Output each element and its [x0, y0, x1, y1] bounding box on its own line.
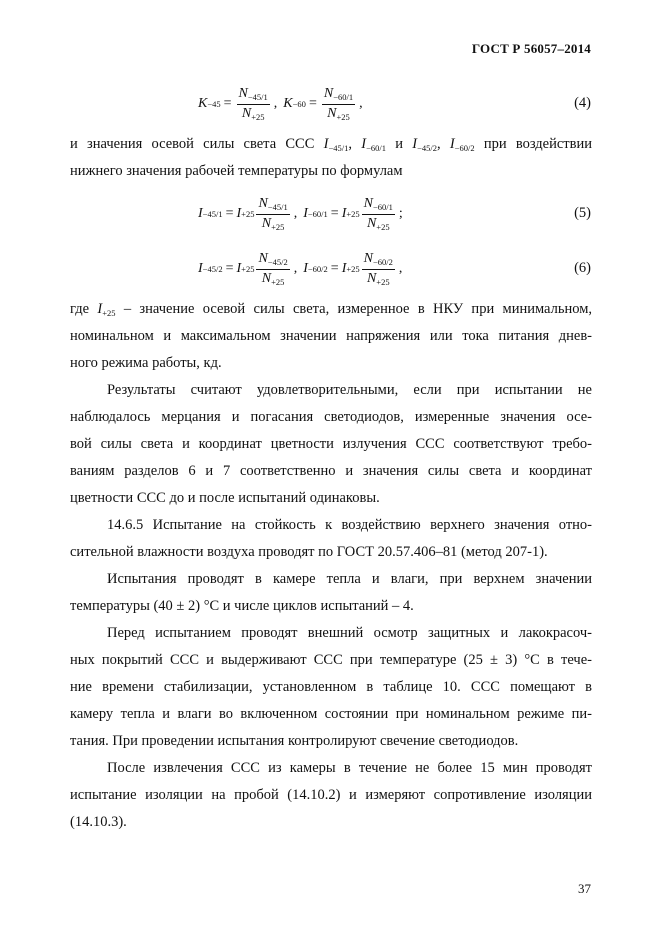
- text-line: тания. При проведении испытания контролируют свечение светодиодов.: [70, 733, 519, 749]
- text-line: ного режима работы, кд.: [70, 355, 222, 371]
- text-line: Перед испытанием проводят внешний осмотр защитных и лакокрасоч-: [107, 625, 592, 641]
- text-line: где $I_{+25}$ – значение осевой силы света, измеренное в НКУ при минимальном,: [70, 301, 593, 318]
- fraction: $\frac{N_{-60/1}}{N_{+25}}$: [323, 86, 354, 122]
- equation-4: K −45 = $\frac{N_{-45/1}}{N_{+25}}$ , K −60 = $\frac{N_{-60/1}}{N_{+25}}$ , (4): [198, 86, 591, 122]
- text-line: ваниям разделов 6 и 7 соответственно и значения силы света и координат: [70, 463, 592, 479]
- text-line: ние времени стабилизации, установленном в таблице 10. ССС помещают в: [70, 679, 592, 695]
- text-line: температуры (40 ± 2) °С и числе циклов испытаний – 4.: [70, 598, 414, 614]
- fraction: $\frac{N_{-45/1}}{N_{+25}}$: [238, 86, 268, 122]
- text-line: цветности ССС до и после испытаний одинаковы.: [70, 490, 380, 506]
- text-line: и значения осевой силы света ССС $I_{-45/1}$, $I_{-60/1}$ и $I_{-45/2}$, $I_{-60/2}$ при воздействии: [70, 136, 592, 153]
- text-line: сительной влажности воздуха проводят по ГОСТ 20.57.406–81 (метод 207-1).: [70, 544, 548, 560]
- text-line: испытание изоляции на пробой (14.10.2) и измеряют сопротивление изоляции: [70, 787, 592, 803]
- text-line: Результаты считают удовлетворительными, если при испытании не: [107, 382, 592, 398]
- equation-5: I −45/1 = I +25 $\frac{N_{-45/1}}{N_{+25}}$ , I −60/1 = I +25 $\frac{N_{-60/1}}{N_{+25}}$ ; (5): [198, 196, 591, 232]
- text-line: нижнего значения рабочей температуры по формулам: [70, 163, 403, 179]
- text-line: ных покрытий ССС и выдерживают ССС при температуре (25 ± 3) °С в тече-: [70, 652, 592, 668]
- equation-number: (4): [574, 95, 591, 111]
- fraction: $\frac{N_{-45/2}}{N_{+25}}$: [258, 251, 288, 287]
- equation-6: I −45/2 = I +25 $\frac{N_{-45/2}}{N_{+25}}$ , I −60/2 = I +25 $\frac{N_{-60/2}}{N_{+25}}$ , (6): [198, 251, 591, 287]
- page-number: 37: [578, 881, 591, 896]
- text-line: вой силы света и координат цветности излучения ССС соответствуют требо-: [70, 436, 592, 452]
- equation-number: (6): [574, 260, 591, 276]
- text-line: камеру тепла и влаги во включенном состоянии при номинальном режиме пи-: [70, 706, 592, 722]
- fraction: $\frac{N_{-60/1}}{N_{+25}}$: [363, 196, 393, 232]
- text-line: 14.6.5 Испытание на стойкость к воздействию верхнего значения отно-: [107, 517, 592, 533]
- equation-number: (5): [574, 205, 591, 221]
- text-line: После извлечения ССС из камеры в течение не более 15 мин проводят: [107, 760, 592, 776]
- text-line: (14.10.3).: [70, 814, 127, 830]
- text-line: наблюдалось мерцания и погасания светодиодов, измеренные значения осе-: [70, 409, 592, 425]
- text-line: Испытания проводят в камере тепла и влаги, при верхнем значении: [107, 571, 592, 587]
- fraction: $\frac{N_{-45/1}}{N_{+25}}$: [258, 196, 288, 232]
- fraction: $\frac{N_{-60/2}}{N_{+25}}$: [363, 251, 393, 287]
- document-header: ГОСТ Р 56057–2014: [471, 41, 591, 56]
- text-line: номинальном и максимальном значении напряжения или тока питания днев-: [70, 328, 592, 344]
